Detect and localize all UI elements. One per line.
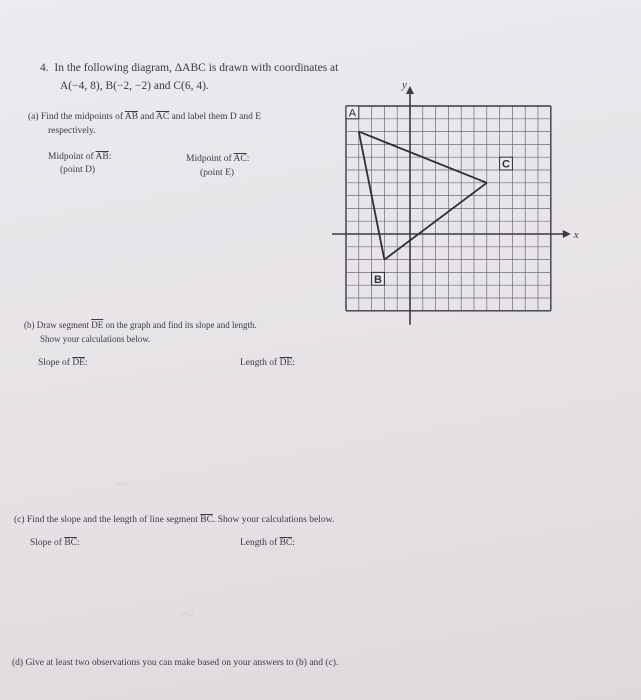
vertex-c-label: C [502, 158, 510, 171]
show-through-smudge: ~ [180, 600, 195, 629]
midpoint-ac-label: Midpoint of $\overline{AC}$: [186, 154, 250, 164]
length-de-label: Length of $\overline{DE}$: [240, 358, 295, 368]
vertex-b-label-box [372, 272, 385, 285]
part-d-text: (d) Give at least two observations you can make based on your answers to (b) and (c). [12, 658, 339, 668]
midpoint-ab-label: Midpoint of $\overline{AB}$: [48, 152, 112, 162]
question-4-line-2: A(−4, 8), B(−2, −2) and C(6, 4). [60, 80, 209, 92]
question-4-line-1: 4. In the following diagram, ΔABC is drawn with coordinates at [40, 62, 339, 74]
show-through-smudge: ~ [115, 470, 130, 499]
length-bc-label: Length of $\overline{BC}$: [240, 538, 295, 548]
slope-de-label: Slope of $\overline{DE}$: [38, 358, 88, 368]
x-axis-label: x [573, 229, 579, 241]
vertex-c-label-box [500, 157, 513, 170]
vertex-a-label: A [348, 107, 357, 120]
part-b-line-1: (b) Draw segment $\overline{DE}$ on the graph and find its slope and length. [24, 320, 257, 330]
y-axis-label: y [402, 79, 407, 91]
part-b-line-2: Show your calculations below. [40, 334, 151, 344]
part-c-line-1: (c) Find the slope and the length of line segment $\overline{BC}$. Show your calculations below. [14, 515, 335, 525]
vertex-a-label-box [346, 106, 359, 119]
slope-bc-label: Slope of $\overline{BC}$: [30, 538, 80, 548]
point-e-label: (point E) [200, 168, 235, 178]
y-axis-arrow [406, 86, 414, 94]
part-a-line-1: (a) Find the midpoints of $\overline{AB}$ and $\overline{AC}$ and label them D and E [28, 112, 262, 122]
point-d-label: (point D) [60, 165, 96, 175]
x-axis-arrow [563, 230, 571, 238]
vertex-b-label: B [374, 273, 382, 286]
part-a-line-2: respectively. [48, 126, 96, 136]
